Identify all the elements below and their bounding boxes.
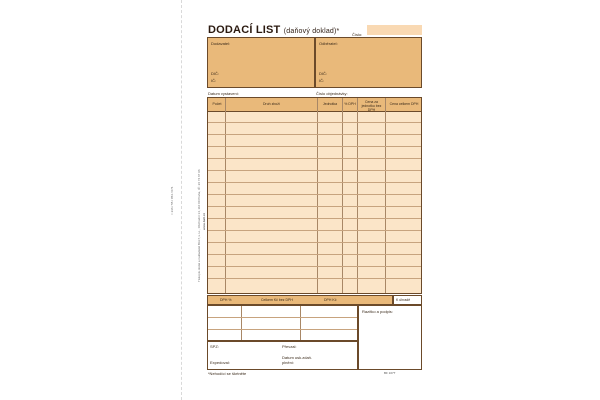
supplier-ic-label: IČ: [211,78,217,83]
document-title: DODACÍ LIST (daňový doklad)* [208,24,340,36]
col-vat: % DPH [344,102,356,106]
supplier-dic-label: DIČ: [211,71,219,76]
col-divider [241,306,242,340]
items-table-header [208,98,421,112]
form-code: BF 107T [384,371,396,375]
order-number-label: Číslo objednávky: [316,91,348,96]
col-unit: Jednotka [322,102,338,106]
document-subtitle: (daňový doklad)* [283,28,340,35]
received-label: Převzal: [282,344,297,349]
stamp-signature-box[interactable] [358,305,422,370]
col-divider [300,306,301,340]
dispatched-label: Expedoval: [210,360,230,365]
row-divider [208,122,421,123]
side-code-text: = 236 / 55 / 054 / 074 [170,186,174,215]
row-divider [208,194,421,195]
supplier-box[interactable] [207,37,315,88]
totals-header [207,295,393,305]
received-date-label: Datum usk.zdaň. plnění: [282,355,313,365]
customer-box[interactable] [315,37,422,88]
spz-label: SPZ: [210,344,219,349]
col-count: Počet [212,102,222,106]
row-divider [208,218,421,219]
col-unit-price: Cena za jednotku bez DPH [361,100,382,112]
totals-col-vatkc: DPH Kč [324,298,337,302]
footnote: *Nehodící se škrtněte [208,371,247,376]
col-total: Cena celkem DPH [389,102,419,106]
date-issued-label: Datum vystavení: [208,91,239,96]
row-divider [208,329,357,330]
row-divider [208,317,357,318]
supplier-label: Dodavatel: [211,41,231,46]
total-due-box[interactable] [393,295,422,305]
customer-ic-label: IČ: [319,78,325,83]
items-table[interactable] [207,97,422,294]
number-field[interactable] [367,25,422,35]
row-divider [208,278,421,279]
col-divider [385,98,386,293]
col-divider [225,98,226,293]
delivery-info-box[interactable] [207,341,358,370]
stamp-label: Razítko a podpis: [362,309,393,314]
totals-table[interactable] [207,305,358,341]
col-divider [317,98,318,293]
row-divider [208,158,421,159]
row-divider [208,170,421,171]
total-due-label: K úhradě [396,298,411,302]
customer-dic-label: DIČ: [319,71,327,76]
row-divider [208,266,421,267]
row-divider [208,206,421,207]
customer-label: Odběratel: [319,41,338,46]
col-divider [342,98,343,293]
totals-col-net: Celkem Kč bez DPH [261,298,293,302]
row-divider [208,254,421,255]
row-divider [208,146,421,147]
row-divider [208,242,421,243]
side-website-text: www.balt.cz [202,212,206,230]
row-divider [208,182,421,183]
col-goods: Druh zboží [263,102,280,106]
row-divider [208,230,421,231]
totals-col-vat: DPH % [220,298,232,302]
row-divider [208,134,421,135]
col-divider [357,98,358,293]
number-label: Číslo: [352,32,363,37]
side-publisher-text: Tiskopis dodal a nakladatel BALT, s.r.o., Obchodní 14, 110 00 Praha, IČ: 26 74 67 96 [197,169,201,282]
